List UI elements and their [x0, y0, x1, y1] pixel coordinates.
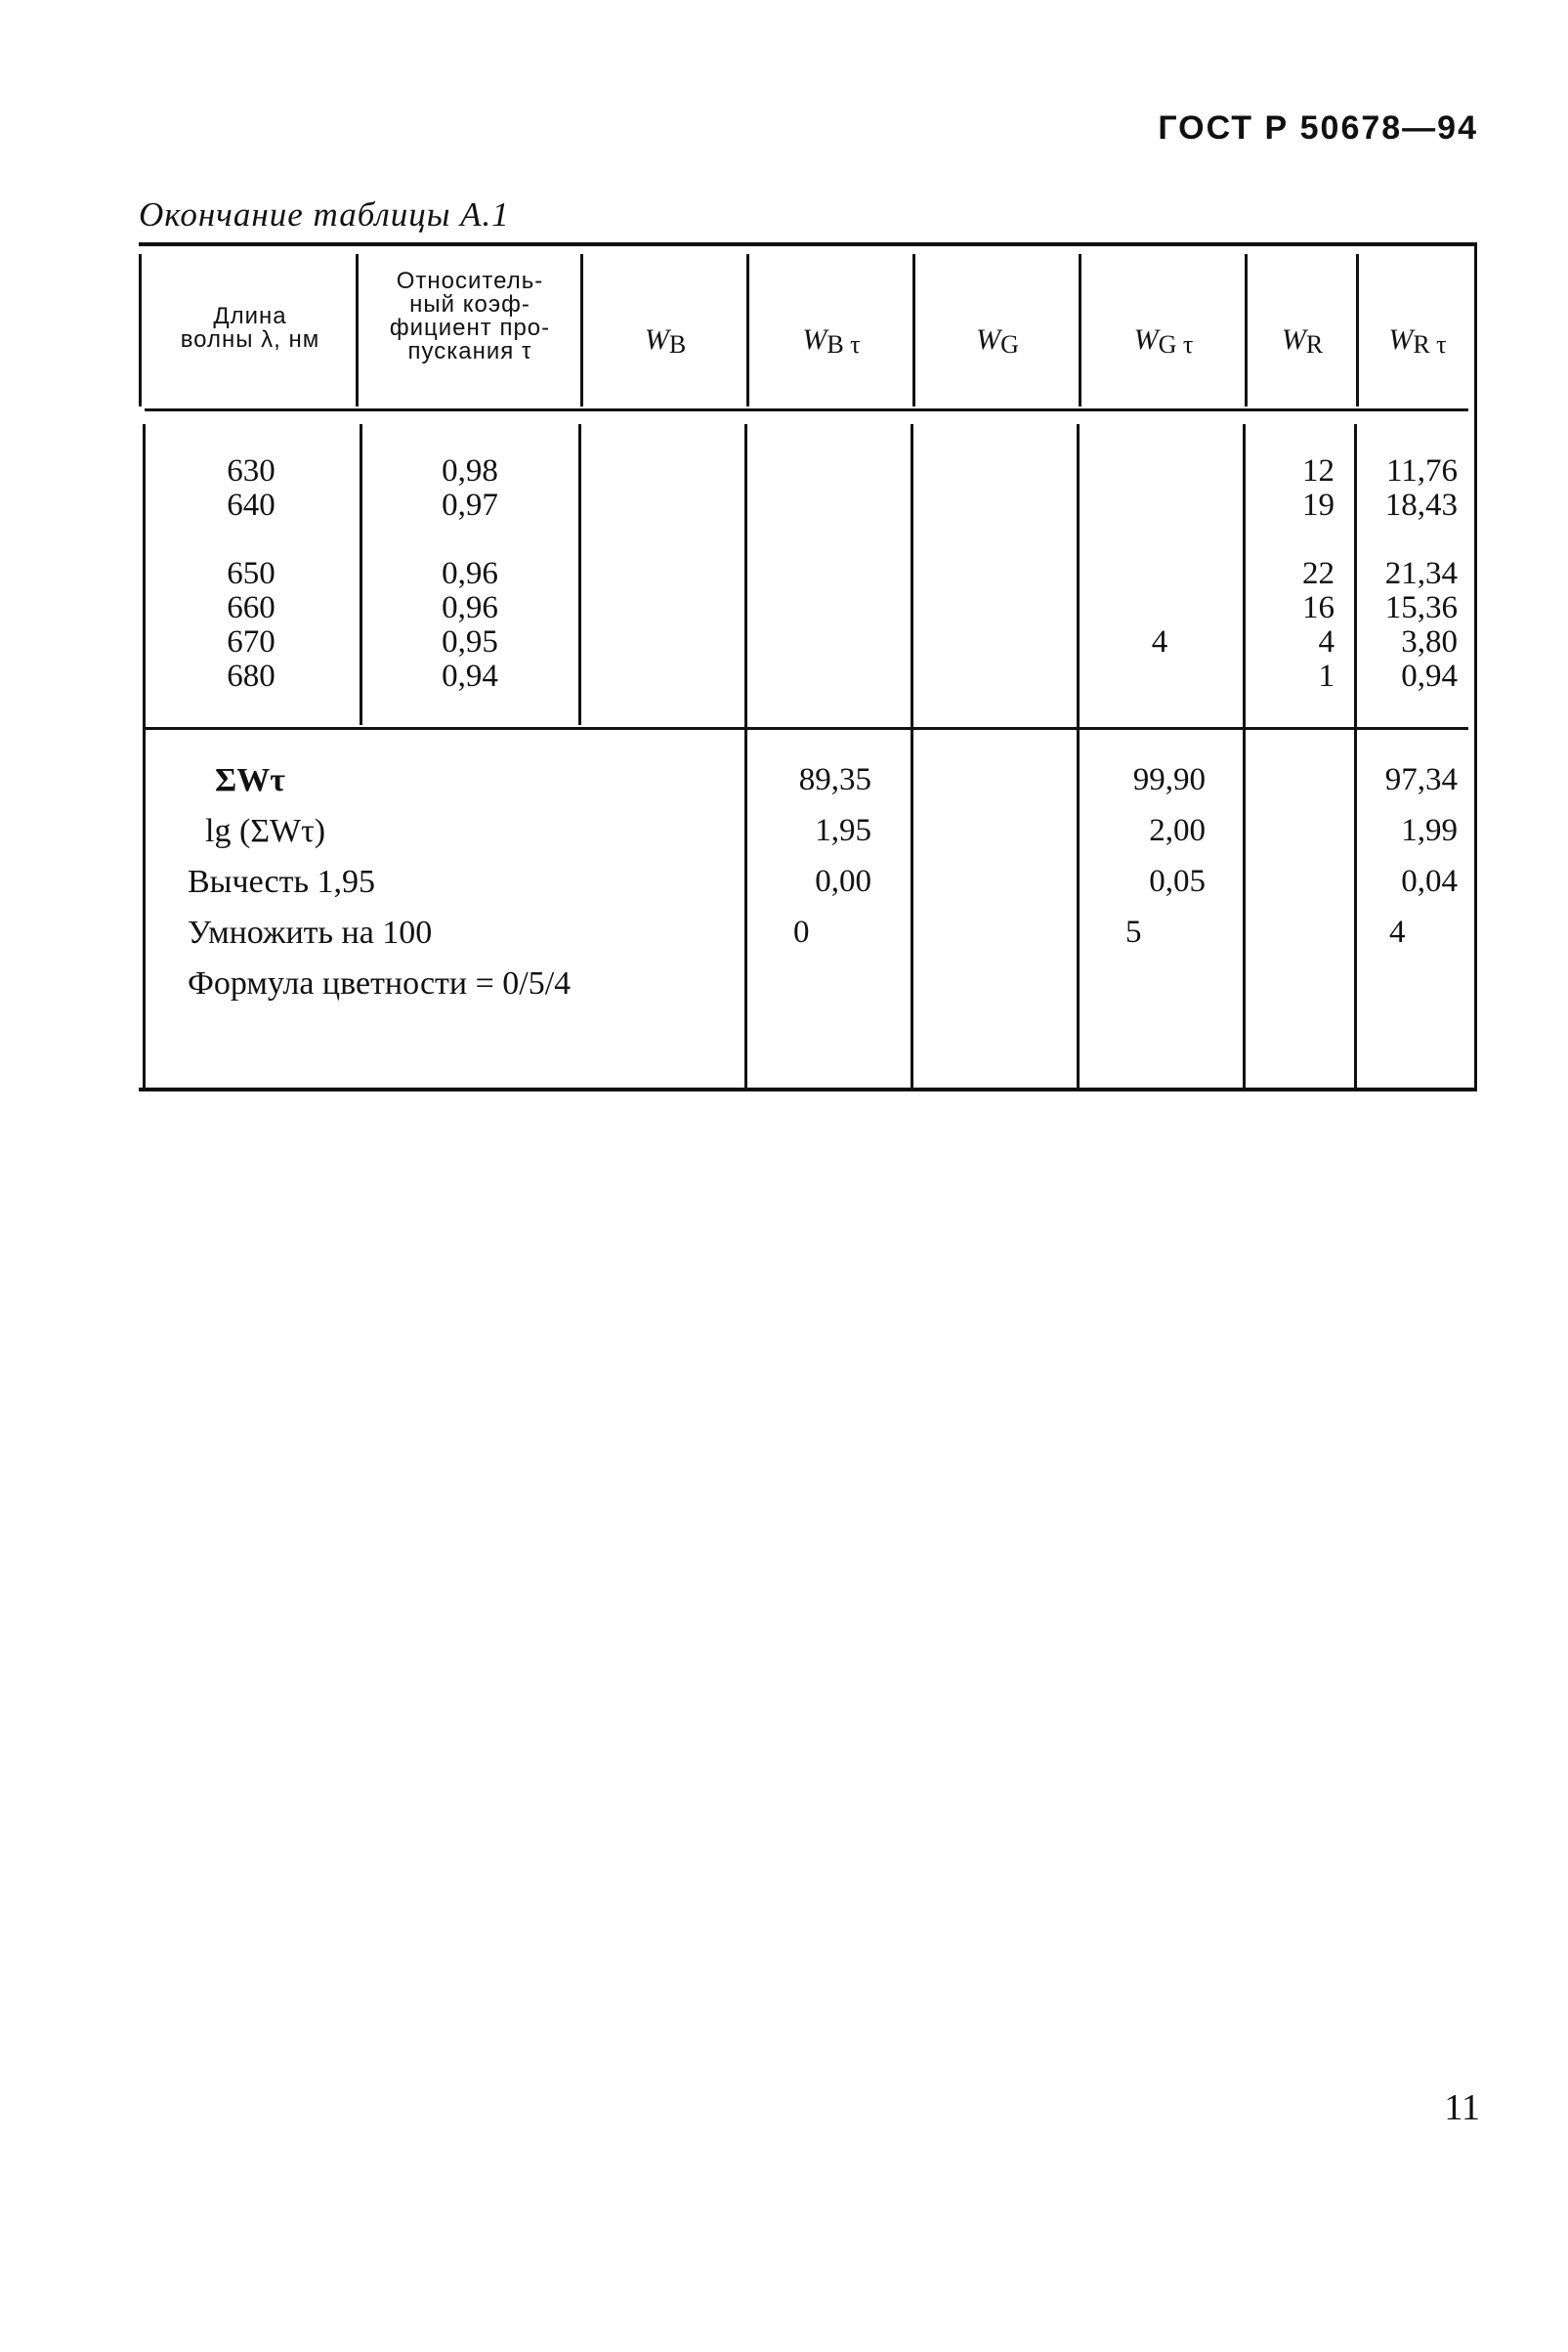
- summary-label: ΣWτ: [215, 762, 285, 798]
- header-coefficient: [361, 270, 578, 363]
- summary-r: 0,04: [1401, 864, 1458, 899]
- summary-b: 1,95: [815, 813, 871, 848]
- cell-wavelength: 680: [227, 659, 275, 694]
- header-wrt-symbol: W: [1388, 323, 1414, 356]
- header-wr-sub: R: [1305, 330, 1324, 359]
- summary-g: 2,00: [1149, 813, 1206, 848]
- col-line: [746, 254, 749, 406]
- cell-wr: 4: [1318, 624, 1335, 660]
- cell-tau: 0,98: [442, 453, 498, 489]
- header-wgt: [1084, 322, 1243, 362]
- col-line: [1245, 254, 1248, 406]
- cell-wavelength: 660: [227, 590, 275, 625]
- cell-wr: 16: [1302, 590, 1335, 625]
- header-wbt-symbol: W: [802, 323, 827, 356]
- cell-tau: 0,97: [442, 488, 498, 523]
- header-wavelength-line: Длина: [213, 303, 287, 329]
- cell-wavelength: 630: [227, 453, 275, 489]
- header-wg-symbol: W: [976, 323, 1001, 356]
- summary-g: 0,05: [1149, 864, 1206, 899]
- header-wbt-sub: B τ: [826, 330, 861, 359]
- cell-tau: 0,94: [442, 659, 498, 694]
- col-line: [578, 424, 581, 725]
- header-coefficient-line: фициент про-: [389, 315, 551, 341]
- cell-tau: 0,96: [442, 590, 498, 625]
- cell-tau: 0,96: [442, 556, 498, 591]
- summary-b: 0,00: [815, 864, 871, 899]
- summary-b: 89,35: [798, 762, 871, 797]
- cell-wrt: 21,34: [1384, 556, 1458, 591]
- page-number: 11: [1444, 2087, 1480, 2128]
- header-wr: [1250, 322, 1354, 362]
- summary-label: Формула цветности = 0/5/4: [188, 965, 572, 1002]
- cell-wrt: 18,43: [1384, 488, 1458, 523]
- cell-wrt: 15,36: [1384, 590, 1458, 625]
- col-line: [143, 424, 146, 1089]
- summary-r: 97,34: [1384, 762, 1458, 797]
- col-line: [1079, 254, 1081, 406]
- header-wgt-sub: G τ: [1158, 330, 1194, 359]
- col-line: [912, 254, 915, 406]
- header-wg-sub: G: [1000, 330, 1019, 359]
- cell-wrt: 11,76: [1385, 453, 1458, 489]
- data-table: [139, 242, 1477, 1092]
- col-line: [1474, 242, 1477, 1090]
- body-bottom-rule: [145, 727, 1468, 730]
- header-bottom-rule: [145, 408, 1468, 411]
- summary-g: 5: [1125, 915, 1142, 950]
- cell-wrt: 0,94: [1401, 659, 1458, 694]
- summary-label: Умножить на 100: [188, 915, 433, 951]
- header-wg: [918, 322, 1077, 362]
- cell-wr: 12: [1302, 453, 1335, 489]
- summary-g: 99,90: [1132, 762, 1206, 797]
- summary-label: lg (ΣWτ): [205, 813, 326, 849]
- cell-tau: 0,95: [442, 624, 498, 660]
- header-wr-symbol: W: [1281, 323, 1306, 356]
- cell-wr: 1: [1318, 659, 1335, 694]
- col-line: [744, 424, 747, 1089]
- header-wb-sub: B: [668, 330, 687, 359]
- col-line: [360, 424, 362, 725]
- header-wavelength-line: волны λ, нм: [180, 326, 320, 353]
- cell-wavelength: 670: [227, 624, 275, 660]
- cell-wr: 19: [1302, 488, 1335, 523]
- col-line: [580, 254, 583, 406]
- header-coefficient-line: ный коэф-: [409, 291, 530, 318]
- cell-wavelength: 640: [227, 488, 275, 523]
- cell-wavelength: 650: [227, 556, 275, 591]
- cell-wrt: 3,80: [1401, 624, 1458, 660]
- col-line: [139, 254, 142, 406]
- header-wrt-sub: R τ: [1413, 330, 1447, 359]
- summary-b: 0: [793, 915, 810, 950]
- header-wavelength: [147, 305, 354, 352]
- col-line: [1354, 424, 1357, 1089]
- header-wgt-symbol: W: [1133, 323, 1159, 356]
- header-wb: [586, 322, 744, 362]
- col-line: [911, 424, 913, 1089]
- header-wbt: [752, 322, 911, 362]
- table-top-rule: [139, 242, 1477, 246]
- cell-wgt: 4: [1151, 624, 1168, 660]
- summary-r: 4: [1389, 915, 1406, 950]
- col-line: [356, 254, 359, 406]
- table-caption: Окончание таблицы А.1: [139, 195, 510, 234]
- document-code: ГОСТ Р 50678—94: [1158, 109, 1478, 147]
- col-line: [1077, 424, 1080, 1089]
- header-wb-symbol: W: [644, 323, 669, 356]
- header-coefficient-line: пускания τ: [407, 338, 532, 364]
- summary-r: 1,99: [1401, 813, 1458, 848]
- header-coefficient-line: Относитель-: [396, 268, 544, 294]
- col-line: [1243, 424, 1246, 1089]
- header-wrt: [1362, 322, 1473, 362]
- col-line: [1356, 254, 1359, 406]
- cell-wr: 22: [1302, 556, 1335, 591]
- table-bottom-rule: [139, 1088, 1477, 1091]
- summary-label: Вычесть 1,95: [188, 864, 376, 900]
